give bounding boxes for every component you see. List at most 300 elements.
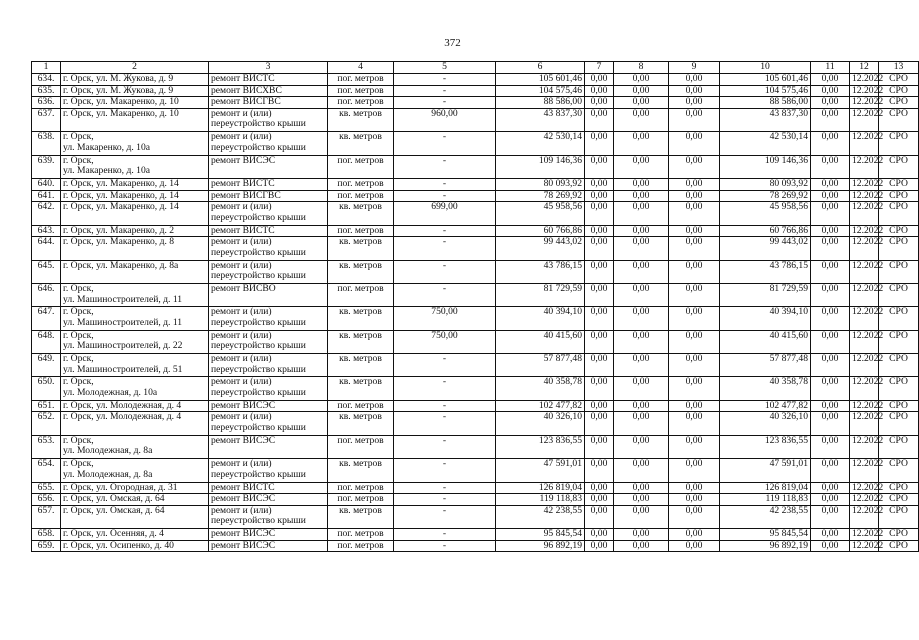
col7-cell: 0,00	[585, 260, 614, 283]
total-cost-cell: 102 477,82	[496, 400, 585, 412]
method-cell: СРО	[879, 190, 919, 202]
quantity-cell: -	[394, 435, 496, 458]
table-row	[32, 529, 919, 541]
date-cell: 12.2022	[850, 97, 879, 109]
row-number-cell: 658.	[32, 529, 61, 541]
date-cell: 12.2022	[850, 190, 879, 202]
quantity-cell: -	[394, 178, 496, 190]
col9-cell: 0,00	[669, 330, 720, 353]
method-cell: СРО	[879, 178, 919, 190]
method-cell: СРО	[879, 494, 919, 506]
address-cell: г. Орск, ул. Макаренко, д. 8а	[61, 260, 209, 283]
col10-cell: 102 477,82	[720, 400, 811, 412]
method-cell: СРО	[879, 260, 919, 283]
col9-cell: 0,00	[669, 307, 720, 330]
address-cell: г. Орск, ул. Макаренко, д. 10	[61, 97, 209, 109]
col8-cell: 0,00	[614, 307, 669, 330]
unit-cell: кв. метров	[328, 505, 394, 528]
work-type-cell: ремонт ВИСТС	[209, 74, 328, 86]
row-number-cell: 649.	[32, 354, 61, 377]
col8-cell: 0,00	[614, 132, 669, 155]
col8-cell: 0,00	[614, 354, 669, 377]
col9-cell: 0,00	[669, 132, 720, 155]
col7-cell: 0,00	[585, 435, 614, 458]
address-cell: г. Орск, ул. Машиностроителей, д. 51	[61, 354, 209, 377]
col8-cell: 0,00	[614, 85, 669, 97]
address-cell: г. Орск, ул. Макаренко, д. 2	[61, 225, 209, 237]
total-cost-cell: 40 358,78	[496, 377, 585, 400]
col7-cell: 0,00	[585, 412, 614, 435]
quantity-cell: -	[394, 283, 496, 306]
total-cost-cell: 42 530,14	[496, 132, 585, 155]
unit-cell: пог. метров	[328, 225, 394, 237]
method-cell: СРО	[879, 505, 919, 528]
col11-cell: 0,00	[811, 237, 850, 260]
total-cost-cell: 47 591,01	[496, 459, 585, 482]
quantity-cell: -	[394, 74, 496, 86]
col10-cell: 99 443,02	[720, 237, 811, 260]
quantity-cell: -	[394, 225, 496, 237]
col7-cell: 0,00	[585, 237, 614, 260]
col8-cell: 0,00	[614, 482, 669, 494]
address-cell: г. Орск, ул. Молодежная, д. 4	[61, 400, 209, 412]
col7-cell: 0,00	[585, 482, 614, 494]
table-row	[32, 190, 919, 202]
quantity-cell: -	[394, 412, 496, 435]
quantity-cell: 960,00	[394, 108, 496, 131]
table-row	[32, 283, 919, 306]
work-type-cell: ремонт ВИСЭС	[209, 529, 328, 541]
date-cell: 12.2022	[850, 237, 879, 260]
unit-cell: кв. метров	[328, 237, 394, 260]
table-row	[32, 260, 919, 283]
unit-cell: пог. метров	[328, 178, 394, 190]
total-cost-cell: 45 958,56	[496, 202, 585, 225]
method-cell: СРО	[879, 482, 919, 494]
table-row	[32, 540, 919, 552]
col9-cell: 0,00	[669, 178, 720, 190]
address-cell: г. Орск, ул. М. Жукова, д. 9	[61, 85, 209, 97]
col8-cell: 0,00	[614, 283, 669, 306]
col8-cell: 0,00	[614, 108, 669, 131]
date-cell: 12.2022	[850, 459, 879, 482]
unit-cell: кв. метров	[328, 412, 394, 435]
work-type-cell: ремонт и (или) переустройство крыши	[209, 108, 328, 131]
date-cell: 12.2022	[850, 330, 879, 353]
work-type-cell: ремонт ВИСЭС	[209, 400, 328, 412]
work-type-cell: ремонт и (или) переустройство крыши	[209, 505, 328, 528]
col9-cell: 0,00	[669, 202, 720, 225]
work-type-cell: ремонт ВИСЭС	[209, 435, 328, 458]
col9-cell: 0,00	[669, 482, 720, 494]
unit-cell: кв. метров	[328, 202, 394, 225]
total-cost-cell: 109 146,36	[496, 155, 585, 178]
col11-cell: 0,00	[811, 190, 850, 202]
unit-cell: пог. метров	[328, 540, 394, 552]
date-cell: 12.2022	[850, 74, 879, 86]
row-number-cell: 634.	[32, 74, 61, 86]
address-cell: г. Орск, ул. Макаренко, д. 14	[61, 190, 209, 202]
col7-cell: 0,00	[585, 459, 614, 482]
col7-cell: 0,00	[585, 540, 614, 552]
col9-cell: 0,00	[669, 237, 720, 260]
quantity-cell: -	[394, 377, 496, 400]
address-cell: г. Орск, ул. Омская, д. 64	[61, 494, 209, 506]
col10-cell: 88 586,00	[720, 97, 811, 109]
header-row	[32, 62, 919, 74]
table-row	[32, 225, 919, 237]
col8-cell: 0,00	[614, 237, 669, 260]
method-cell: СРО	[879, 412, 919, 435]
work-type-cell: ремонт и (или) переустройство крыши	[209, 330, 328, 353]
method-cell: СРО	[879, 459, 919, 482]
method-cell: СРО	[879, 97, 919, 109]
address-cell: г. Орск, ул. М. Жукова, д. 9	[61, 74, 209, 86]
quantity-cell: 750,00	[394, 307, 496, 330]
col10-cell: 42 238,55	[720, 505, 811, 528]
col8-cell: 0,00	[614, 202, 669, 225]
col7-cell: 0,00	[585, 190, 614, 202]
address-cell: г. Орск, ул. Молодежная, д. 8а	[61, 459, 209, 482]
col-header: 8	[614, 62, 669, 74]
row-number-cell: 637.	[32, 108, 61, 131]
col11-cell: 0,00	[811, 540, 850, 552]
table-row	[32, 505, 919, 528]
quantity-cell: -	[394, 97, 496, 109]
col10-cell: 40 358,78	[720, 377, 811, 400]
col7-cell: 0,00	[585, 354, 614, 377]
method-cell: СРО	[879, 354, 919, 377]
row-number-cell: 656.	[32, 494, 61, 506]
table-row	[32, 85, 919, 97]
col11-cell: 0,00	[811, 482, 850, 494]
work-type-cell: ремонт ВИСЭС	[209, 155, 328, 178]
col11-cell: 0,00	[811, 132, 850, 155]
address-cell: г. Орск, ул. Молодежная, д. 4	[61, 412, 209, 435]
date-cell: 12.2022	[850, 155, 879, 178]
col7-cell: 0,00	[585, 307, 614, 330]
date-cell: 12.2022	[850, 202, 879, 225]
address-cell: г. Орск, ул. Молодежная, д. 8а	[61, 435, 209, 458]
col-header: 4	[328, 62, 394, 74]
col11-cell: 0,00	[811, 400, 850, 412]
col11-cell: 0,00	[811, 74, 850, 86]
date-cell: 12.2022	[850, 540, 879, 552]
col11-cell: 0,00	[811, 435, 850, 458]
work-type-cell: ремонт ВИСВО	[209, 283, 328, 306]
method-cell: СРО	[879, 74, 919, 86]
col8-cell: 0,00	[614, 505, 669, 528]
address-cell: г. Орск, ул. Молодежная, д. 10а	[61, 377, 209, 400]
date-cell: 12.2022	[850, 260, 879, 283]
col7-cell: 0,00	[585, 529, 614, 541]
table-row	[32, 482, 919, 494]
col8-cell: 0,00	[614, 260, 669, 283]
row-number-cell: 654.	[32, 459, 61, 482]
col10-cell: 81 729,59	[720, 283, 811, 306]
col8-cell: 0,00	[614, 412, 669, 435]
col8-cell: 0,00	[614, 178, 669, 190]
quantity-cell: -	[394, 529, 496, 541]
method-cell: СРО	[879, 155, 919, 178]
address-cell: г. Орск, ул. Макаренко, д. 10а	[61, 155, 209, 178]
col7-cell: 0,00	[585, 85, 614, 97]
date-cell: 12.2022	[850, 354, 879, 377]
col8-cell: 0,00	[614, 540, 669, 552]
col10-cell: 43 837,30	[720, 108, 811, 131]
quantity-cell: -	[394, 260, 496, 283]
col10-cell: 95 845,54	[720, 529, 811, 541]
col8-cell: 0,00	[614, 330, 669, 353]
unit-cell: пог. метров	[328, 435, 394, 458]
col-header: 9	[669, 62, 720, 74]
col9-cell: 0,00	[669, 74, 720, 86]
col-header: 7	[585, 62, 614, 74]
quantity-cell: -	[394, 482, 496, 494]
total-cost-cell: 43 786,15	[496, 260, 585, 283]
col10-cell: 60 766,86	[720, 225, 811, 237]
col10-cell: 78 269,92	[720, 190, 811, 202]
work-type-cell: ремонт ВИСТС	[209, 178, 328, 190]
col-header: 12	[850, 62, 879, 74]
work-type-cell: ремонт и (или) переустройство крыши	[209, 377, 328, 400]
col10-cell: 40 394,10	[720, 307, 811, 330]
total-cost-cell: 40 394,10	[496, 307, 585, 330]
method-cell: СРО	[879, 330, 919, 353]
unit-cell: пог. метров	[328, 283, 394, 306]
quantity-cell: -	[394, 400, 496, 412]
method-cell: СРО	[879, 108, 919, 131]
date-cell: 12.2022	[850, 108, 879, 131]
method-cell: СРО	[879, 85, 919, 97]
col11-cell: 0,00	[811, 529, 850, 541]
address-cell: г. Орск, ул. Огородная, д. 31	[61, 482, 209, 494]
col8-cell: 0,00	[614, 225, 669, 237]
col11-cell: 0,00	[811, 85, 850, 97]
total-cost-cell: 60 766,86	[496, 225, 585, 237]
method-cell: СРО	[879, 307, 919, 330]
table-row	[32, 377, 919, 400]
col10-cell: 105 601,46	[720, 74, 811, 86]
table-row	[32, 330, 919, 353]
col11-cell: 0,00	[811, 225, 850, 237]
col-header: 13	[879, 62, 919, 74]
col10-cell: 42 530,14	[720, 132, 811, 155]
unit-cell: пог. метров	[328, 74, 394, 86]
unit-cell: кв. метров	[328, 377, 394, 400]
method-cell: СРО	[879, 283, 919, 306]
page-number: 372	[444, 37, 461, 49]
row-number-cell: 644.	[32, 237, 61, 260]
method-cell: СРО	[879, 202, 919, 225]
total-cost-cell: 81 729,59	[496, 283, 585, 306]
method-cell: СРО	[879, 237, 919, 260]
total-cost-cell: 40 415,60	[496, 330, 585, 353]
method-cell: СРО	[879, 435, 919, 458]
date-cell: 12.2022	[850, 400, 879, 412]
table-row	[32, 307, 919, 330]
total-cost-cell: 123 836,55	[496, 435, 585, 458]
col11-cell: 0,00	[811, 178, 850, 190]
address-cell: г. Орск, ул. Машиностроителей, д. 11	[61, 307, 209, 330]
quantity-cell: -	[394, 237, 496, 260]
work-type-cell: ремонт и (или) переустройство крыши	[209, 459, 328, 482]
col10-cell: 126 819,04	[720, 482, 811, 494]
unit-cell: пог. метров	[328, 529, 394, 541]
unit-cell: кв. метров	[328, 132, 394, 155]
row-number-cell: 646.	[32, 283, 61, 306]
date-cell: 12.2022	[850, 178, 879, 190]
col11-cell: 0,00	[811, 505, 850, 528]
col7-cell: 0,00	[585, 178, 614, 190]
total-cost-cell: 40 326,10	[496, 412, 585, 435]
unit-cell: кв. метров	[328, 307, 394, 330]
address-cell: г. Орск, ул. Макаренко, д. 14	[61, 202, 209, 225]
col7-cell: 0,00	[585, 74, 614, 86]
col-header: 3	[209, 62, 328, 74]
unit-cell: пог. метров	[328, 155, 394, 178]
table-row	[32, 237, 919, 260]
method-cell: СРО	[879, 132, 919, 155]
col-header: 1	[32, 62, 61, 74]
total-cost-cell: 119 118,83	[496, 494, 585, 506]
table-row	[32, 435, 919, 458]
method-cell: СРО	[879, 529, 919, 541]
date-cell: 12.2022	[850, 505, 879, 528]
table-row	[32, 400, 919, 412]
row-number-cell: 635.	[32, 85, 61, 97]
col-header: 6	[496, 62, 585, 74]
work-type-cell: ремонт и (или) переустройство крыши	[209, 260, 328, 283]
work-type-cell: ремонт ВИСЭС	[209, 540, 328, 552]
col9-cell: 0,00	[669, 505, 720, 528]
work-type-cell: ремонт и (или) переустройство крыши	[209, 202, 328, 225]
date-cell: 12.2022	[850, 132, 879, 155]
col11-cell: 0,00	[811, 307, 850, 330]
method-cell: СРО	[879, 377, 919, 400]
col9-cell: 0,00	[669, 459, 720, 482]
col8-cell: 0,00	[614, 494, 669, 506]
date-cell: 12.2022	[850, 85, 879, 97]
row-number-cell: 643.	[32, 225, 61, 237]
work-type-cell: ремонт ВИСГВС	[209, 190, 328, 202]
col10-cell: 43 786,15	[720, 260, 811, 283]
total-cost-cell: 95 845,54	[496, 529, 585, 541]
quantity-cell: -	[394, 190, 496, 202]
col9-cell: 0,00	[669, 400, 720, 412]
col9-cell: 0,00	[669, 529, 720, 541]
col7-cell: 0,00	[585, 377, 614, 400]
unit-cell: кв. метров	[328, 354, 394, 377]
table-row	[32, 74, 919, 86]
method-cell: СРО	[879, 540, 919, 552]
row-number-cell: 641.	[32, 190, 61, 202]
unit-cell: пог. метров	[328, 494, 394, 506]
col7-cell: 0,00	[585, 202, 614, 225]
row-number-cell: 650.	[32, 377, 61, 400]
address-cell: г. Орск, ул. Осипенко, д. 40	[61, 540, 209, 552]
col9-cell: 0,00	[669, 260, 720, 283]
col9-cell: 0,00	[669, 85, 720, 97]
unit-cell: кв. метров	[328, 330, 394, 353]
col8-cell: 0,00	[614, 377, 669, 400]
total-cost-cell: 96 892,19	[496, 540, 585, 552]
address-cell: г. Орск, ул. Макаренко, д. 14	[61, 178, 209, 190]
col9-cell: 0,00	[669, 540, 720, 552]
row-number-cell: 636.	[32, 97, 61, 109]
total-cost-cell: 78 269,92	[496, 190, 585, 202]
col10-cell: 57 877,48	[720, 354, 811, 377]
row-number-cell: 651.	[32, 400, 61, 412]
col-header: 10	[720, 62, 811, 74]
table-row	[32, 202, 919, 225]
col9-cell: 0,00	[669, 155, 720, 178]
row-number-cell: 655.	[32, 482, 61, 494]
work-type-cell: ремонт и (или) переустройство крыши	[209, 132, 328, 155]
col8-cell: 0,00	[614, 435, 669, 458]
method-cell: СРО	[879, 225, 919, 237]
date-cell: 12.2022	[850, 283, 879, 306]
work-type-cell: ремонт ВИСЭС	[209, 494, 328, 506]
table-row	[32, 459, 919, 482]
col11-cell: 0,00	[811, 330, 850, 353]
work-type-cell: ремонт ВИСТС	[209, 482, 328, 494]
col8-cell: 0,00	[614, 529, 669, 541]
col8-cell: 0,00	[614, 74, 669, 86]
col8-cell: 0,00	[614, 190, 669, 202]
col11-cell: 0,00	[811, 260, 850, 283]
col11-cell: 0,00	[811, 412, 850, 435]
row-number-cell: 647.	[32, 307, 61, 330]
unit-cell: пог. метров	[328, 190, 394, 202]
table-row	[32, 412, 919, 435]
col11-cell: 0,00	[811, 155, 850, 178]
col9-cell: 0,00	[669, 225, 720, 237]
col11-cell: 0,00	[811, 459, 850, 482]
col9-cell: 0,00	[669, 354, 720, 377]
table-row	[32, 155, 919, 178]
total-cost-cell: 43 837,30	[496, 108, 585, 131]
col7-cell: 0,00	[585, 494, 614, 506]
col7-cell: 0,00	[585, 225, 614, 237]
col10-cell: 40 415,60	[720, 330, 811, 353]
col8-cell: 0,00	[614, 97, 669, 109]
quantity-cell: -	[394, 540, 496, 552]
row-number-cell: 659.	[32, 540, 61, 552]
col11-cell: 0,00	[811, 283, 850, 306]
col11-cell: 0,00	[811, 97, 850, 109]
table-row	[32, 97, 919, 109]
col7-cell: 0,00	[585, 283, 614, 306]
col7-cell: 0,00	[585, 108, 614, 131]
row-number-cell: 638.	[32, 132, 61, 155]
unit-cell: кв. метров	[328, 459, 394, 482]
col11-cell: 0,00	[811, 202, 850, 225]
quantity-cell: -	[394, 85, 496, 97]
method-cell: СРО	[879, 400, 919, 412]
work-type-cell: ремонт и (или) переустройство крыши	[209, 237, 328, 260]
quantity-cell: -	[394, 459, 496, 482]
quantity-cell: -	[394, 155, 496, 178]
col9-cell: 0,00	[669, 283, 720, 306]
work-type-cell: ремонт ВИСГВС	[209, 97, 328, 109]
col9-cell: 0,00	[669, 412, 720, 435]
col9-cell: 0,00	[669, 97, 720, 109]
work-type-cell: ремонт и (или) переустройство крыши	[209, 307, 328, 330]
unit-cell: пог. метров	[328, 97, 394, 109]
table-row	[32, 178, 919, 190]
col10-cell: 45 958,56	[720, 202, 811, 225]
